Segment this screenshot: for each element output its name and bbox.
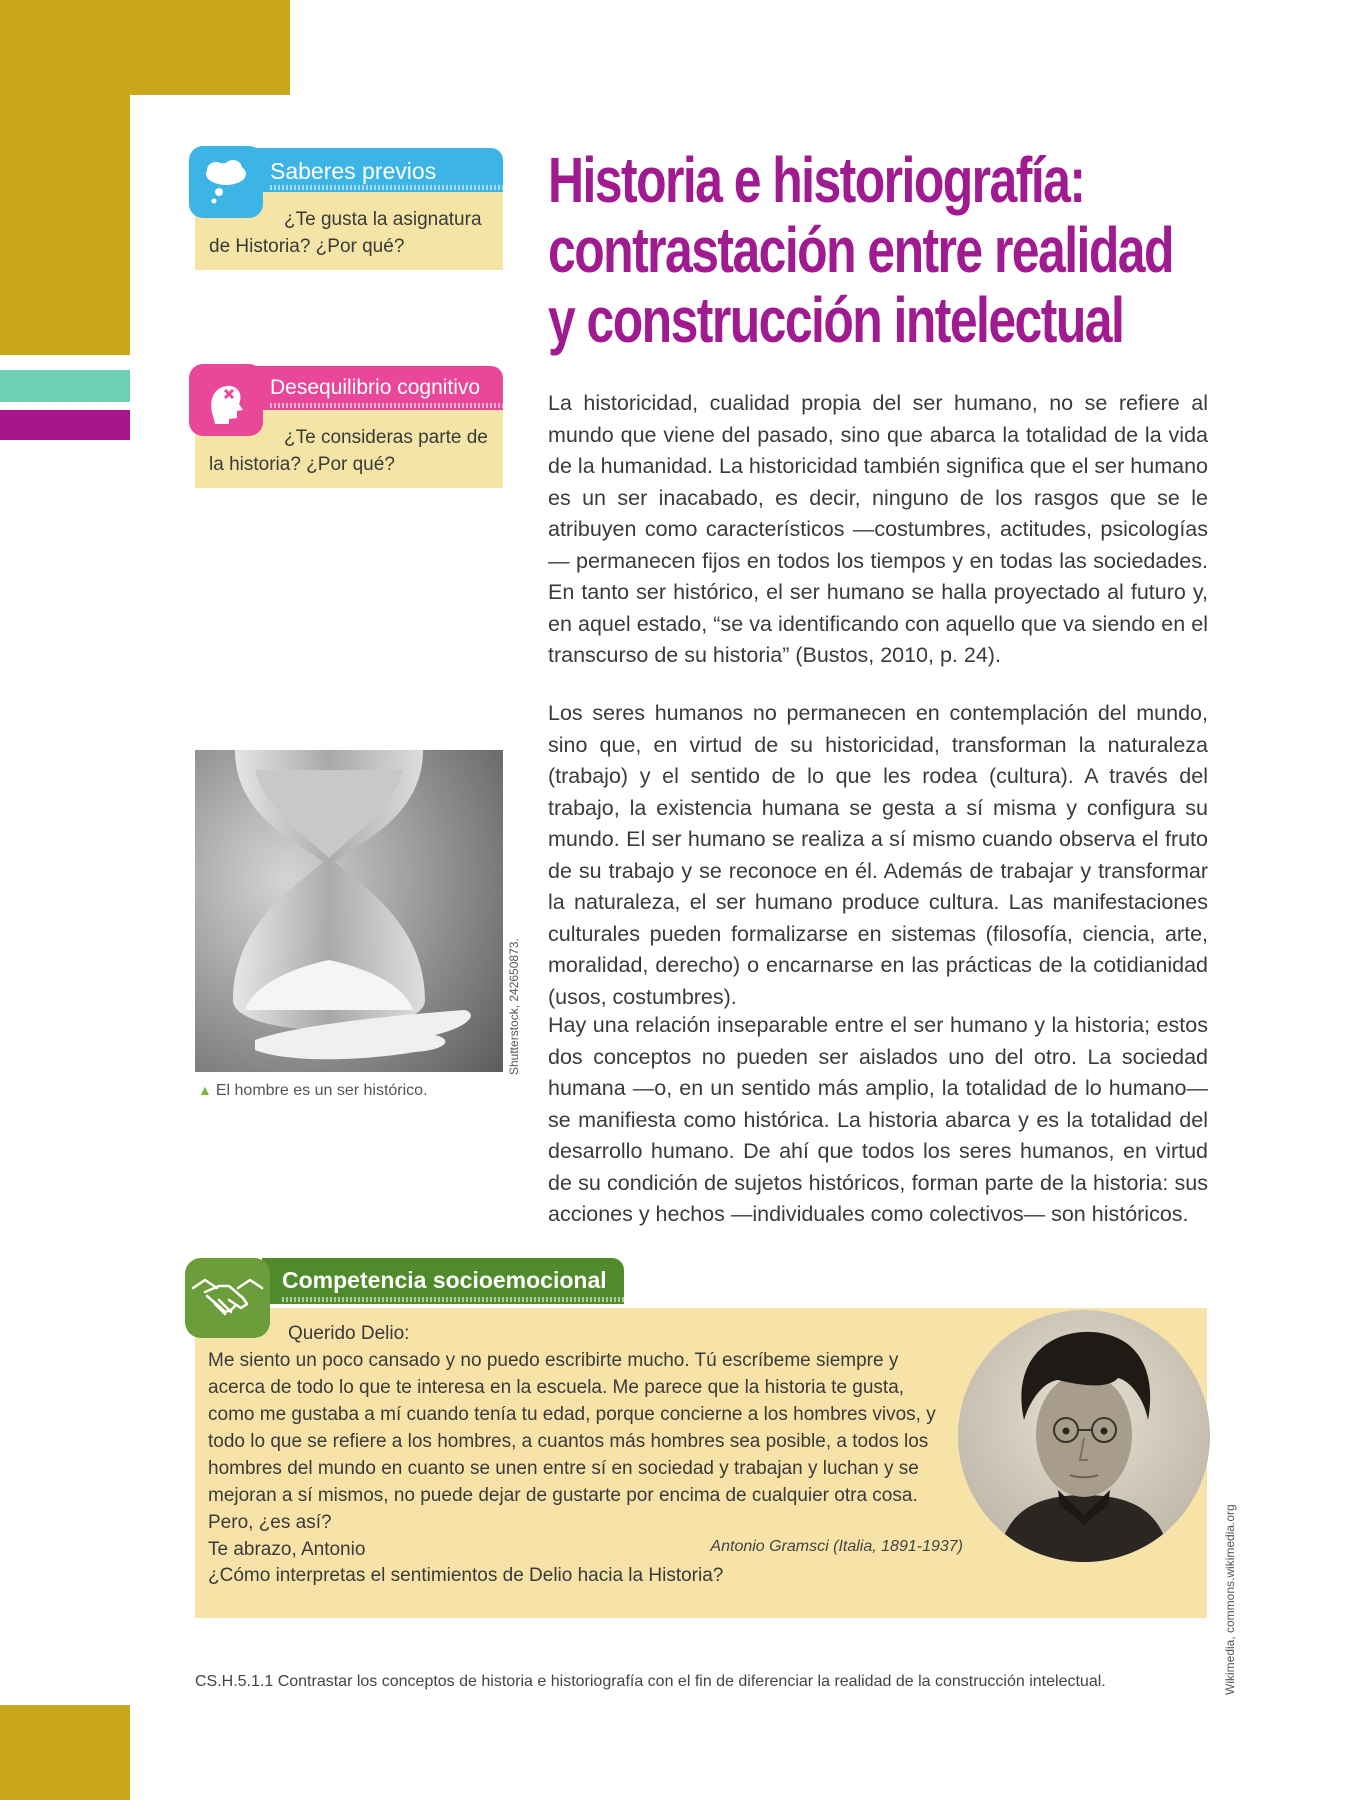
photo-credit: Shutterstock, 242650873. [507, 938, 521, 1075]
thought-cloud-icon [189, 146, 263, 218]
page-number: 12 [80, 1680, 105, 1705]
body-paragraph-2: Los seres humanos no permanecen en contemplación del mundo, sino que, en virtud de su historicidad, transforman la naturaleza (trabajo) y el sentido de lo que les rodea (cultura). A través del trabajo, la existencia humana se gesta a sí misma y configura su mundo. El ser humano se realiza a sí mismo cuando observa el fruto de su trabajo y se reconoce en él. Además de trabajar y transformar la naturaleza, el ser humano produce cultura. Las manifestaciones culturales pueden formalizarse en sistemas (filosofía, ciencia, arte, moralidad, derecho) o encarnarse en las prácticas de la cotidianidad (usos, costumbres). [548, 701, 1208, 1009]
caption-text: El hombre es un ser histórico. [215, 1082, 428, 1099]
letter-closing: Te abrazo, Antonio [208, 1539, 366, 1560]
figure-caption [198, 1082, 428, 1100]
desequilibrio-box [195, 366, 503, 488]
letter-text [208, 1320, 948, 1563]
gramsci-portrait [958, 1310, 1210, 1562]
letter-greeting: Querido Delio: [288, 1323, 410, 1344]
competencia-header [262, 1258, 624, 1304]
competencia-question: ¿Cómo interpretas el sentimientos de Delio hacia la Historia? [208, 1565, 724, 1586]
title-line-2: contrastación entre realidad [548, 214, 1173, 286]
portrait-credit: Wikimedia, commons.wikimedia.org [1223, 1504, 1237, 1695]
page-title [548, 144, 1173, 356]
head-profile-icon [189, 364, 263, 436]
header-dots [282, 1297, 624, 1302]
title-line-3: y construcción intelectual [548, 284, 1124, 356]
competencia-title: Competencia socioemocional [282, 1267, 607, 1293]
desequilibrio-text: ¿Te consideras parte de la historia? ¿Por qué? [195, 410, 503, 488]
triangle-icon: ▲ [198, 1082, 212, 1098]
letter-signature: Antonio Gramsci (Italia, 1891-1937) [710, 1538, 963, 1555]
magenta-stripe [0, 410, 130, 440]
title-line-1: Historia e historiografía: [548, 144, 1085, 216]
desequilibrio-title: Desequilibrio cognitivo [270, 376, 481, 399]
header-dots [270, 403, 503, 408]
hourglass-photo [195, 750, 503, 1072]
letter-body: Me siento un poco cansado y no puedo escribirte mucho. Tú escríbeme siempre y acerca de todo lo que te interesa en la escuela. Me parece que la historia te gusta, como me gustaba a mí cuando tenía tu edad, porque concierne a los hombres vivos, y todo lo que se refiere a los hombres, a cuantos más hombres sea posible, a todos los hombres del mundo en cuanto se unen entre sí en sociedad y trabajan y luchan y se mejoran a sí mismos, no puede dejar de gustarte por encima de cualquier otra cosa. Pero, ¿es así? [208, 1350, 936, 1533]
saberes-previos-box [195, 148, 503, 270]
gold-left-bar [0, 0, 130, 355]
body-paragraph-1: La historicidad, cualidad propia del ser humano, no se refiere al mundo que viene del pasado, sino que abarca la totalidad de la vida de la humanidad. La historicidad también significa que el ser humano es un ser inacabado, es decir, ninguno de los rasgos que se le atribuyen como característicos —costumbres, actitudes, psicologías— permanecen fijos en todos los tiempos y en todas las sociedades. En tanto ser histórico, el ser humano se halla proyectado al futuro y, en aquel estado, “se va identificando con aquello que va siendo en el transcurso de su historia” (Bustos, 2010, p. 24). [548, 391, 1208, 667]
body-paragraph-3: Hay una relación inseparable entre el ser humano y la historia; estos dos conceptos no pueden ser aislados uno del otro. La sociedad humana —o, en un sentido más amplio, la totalidad de lo humano— se manifiesta como histórica. La historia abarca y es la totalidad del desarrollo humano. De ahí que todos los seres humanos, en virtud de su condición de sujetos históricos, forman parte de la historia: sus acciones y hechos —individuales como colectivos— son históricos. [548, 1013, 1208, 1226]
header-dots [270, 185, 503, 190]
curriculum-note: CS.H.5.1.1 Contrastar los conceptos de historia e historiografía con el fin de diferenciar la realidad de la construcción intelectual. [195, 1673, 1106, 1690]
saberes-previos-text: ¿Te gusta la asignatura de Historia? ¿Por qué? [195, 192, 503, 270]
teal-stripe [0, 370, 130, 402]
gold-bottom-bar [0, 1705, 130, 1800]
saberes-previos-title: Saberes previos [270, 158, 437, 184]
